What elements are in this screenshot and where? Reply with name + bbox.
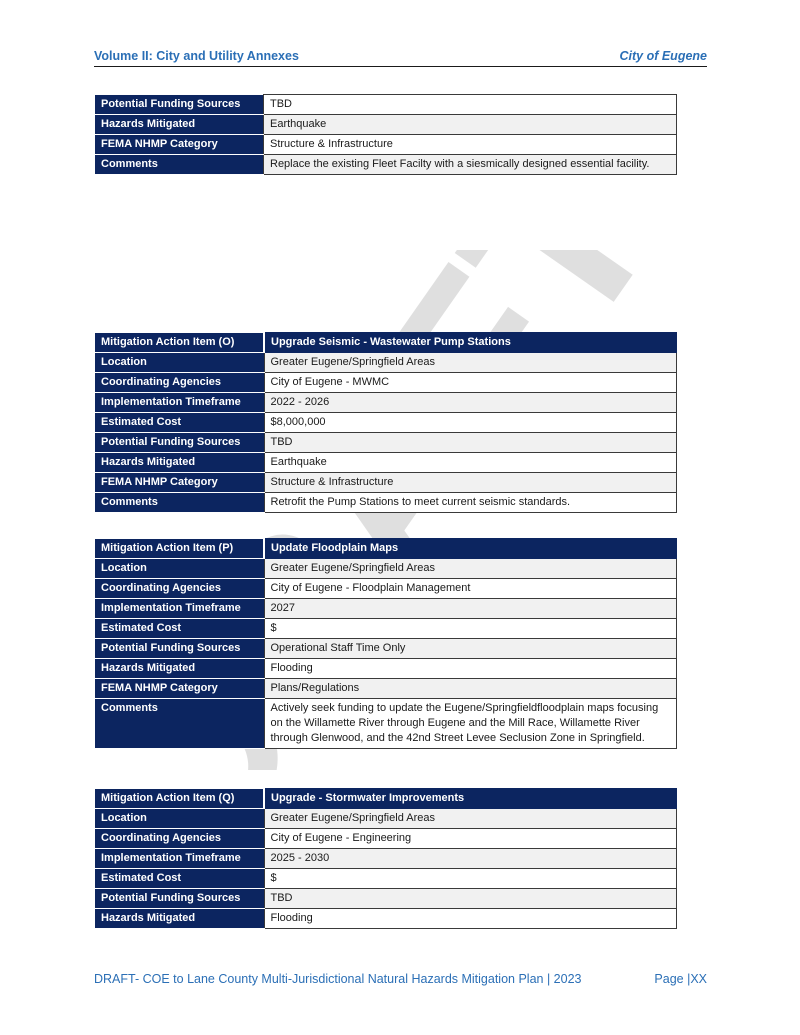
row-label: Hazards Mitigated [95, 453, 264, 473]
table-row [95, 95, 677, 115]
row-label: Coordinating Agencies [95, 829, 264, 849]
page-header [94, 48, 707, 67]
row-value: Operational Staff Time Only [264, 639, 677, 659]
row-label: FEMA NHMP Category [95, 135, 264, 155]
table-row [95, 473, 677, 493]
row-value: Flooding [264, 909, 677, 929]
row-value: Structure & Infrastructure [264, 473, 677, 493]
row-value: TBD [264, 95, 677, 115]
row-value: City of Eugene - MWMC [264, 373, 677, 393]
row-label: Estimated Cost [95, 413, 264, 433]
row-label: Implementation Timeframe [95, 393, 264, 413]
row-label: Implementation Timeframe [95, 849, 264, 869]
table-row [95, 135, 677, 155]
table-row [95, 539, 677, 559]
row-value: Plans/Regulations [264, 679, 677, 699]
row-value: Greater Eugene/Springfield Areas [264, 353, 677, 373]
row-value: Upgrade - Stormwater Improvements [264, 789, 677, 809]
table-row [95, 453, 677, 473]
table-row [95, 433, 677, 453]
row-value: Greater Eugene/Springfield Areas [264, 559, 677, 579]
table-row [95, 829, 677, 849]
table-row [95, 373, 677, 393]
row-label: Location [95, 559, 264, 579]
row-value: 2022 - 2026 [264, 393, 677, 413]
row-label: Potential Funding Sources [95, 639, 264, 659]
row-label: Location [95, 353, 264, 373]
row-value: Earthquake [264, 453, 677, 473]
row-value: Retrofit the Pump Stations to meet current seismic standards. [264, 493, 677, 513]
footer-plan-title: DRAFT- COE to Lane County Multi-Jurisdictional Natural Hazards Mitigation Plan | 2023 [94, 972, 582, 986]
row-label: Hazards Mitigated [95, 659, 264, 679]
table-row [95, 699, 677, 749]
row-value: $ [264, 619, 677, 639]
row-label: Coordinating Agencies [95, 579, 264, 599]
row-label: Estimated Cost [95, 619, 264, 639]
row-value: City of Eugene - Engineering [264, 829, 677, 849]
row-label: Mitigation Action Item (Q) [95, 789, 264, 809]
row-value: Earthquake [264, 115, 677, 135]
row-value: TBD [264, 433, 677, 453]
row-value: $ [264, 869, 677, 889]
row-label: FEMA NHMP Category [95, 473, 264, 493]
row-value: 2027 [264, 599, 677, 619]
header-volume-title: Volume II: City and Utility Annexes [94, 49, 299, 63]
row-value: Flooding [264, 659, 677, 679]
table-row [95, 599, 677, 619]
table-row [95, 789, 677, 809]
action-table-q [95, 788, 677, 929]
table-row [95, 353, 677, 373]
action-table-o [95, 332, 677, 513]
table-row [95, 413, 677, 433]
table-row [95, 333, 677, 353]
header-city-name: City of Eugene [619, 49, 707, 63]
table-row [95, 639, 677, 659]
row-label: Potential Funding Sources [95, 433, 264, 453]
row-label: Location [95, 809, 264, 829]
row-label: Comments [95, 155, 264, 175]
row-label: Comments [95, 493, 264, 513]
row-label: Hazards Mitigated [95, 909, 264, 929]
row-value: Upgrade Seismic - Wastewater Pump Stations [264, 333, 677, 353]
row-label: Comments [95, 699, 264, 749]
table-row [95, 869, 677, 889]
row-value: City of Eugene - Floodplain Management [264, 579, 677, 599]
footer-page-number: Page |XX [654, 972, 707, 986]
table-row [95, 679, 677, 699]
table-row [95, 659, 677, 679]
action-table-p [95, 538, 677, 749]
table-row [95, 493, 677, 513]
row-label: Estimated Cost [95, 869, 264, 889]
table-row [95, 909, 677, 929]
row-value: $8,000,000 [264, 413, 677, 433]
row-value: Replace the existing Fleet Facilty with a siesmically designed essential facility. [264, 155, 677, 175]
table-row [95, 849, 677, 869]
row-value: TBD [264, 889, 677, 909]
row-value: Greater Eugene/Springfield Areas [264, 809, 677, 829]
table-row [95, 619, 677, 639]
row-value: 2025 - 2030 [264, 849, 677, 869]
table-row [95, 809, 677, 829]
row-value: Update Floodplain Maps [264, 539, 677, 559]
table-row [95, 393, 677, 413]
table-row [95, 559, 677, 579]
row-label: Mitigation Action Item (P) [95, 539, 264, 559]
row-label: Potential Funding Sources [95, 95, 264, 115]
table-row [95, 155, 677, 175]
table-row [95, 115, 677, 135]
table-row [95, 579, 677, 599]
row-label: Mitigation Action Item (O) [95, 333, 264, 353]
row-label: Coordinating Agencies [95, 373, 264, 393]
row-label: FEMA NHMP Category [95, 679, 264, 699]
row-label: Potential Funding Sources [95, 889, 264, 909]
row-value: Actively seek funding to update the Eugene/Springfieldfloodplain maps focusing on the Willamette River through Eugene and the Mill Race, Willamette River through Glenwood, and the 42nd Street Levee Seclusion Zone in Springfield. [264, 699, 677, 749]
action-table-n-continued [95, 94, 677, 175]
row-label: Implementation Timeframe [95, 599, 264, 619]
table-row [95, 889, 677, 909]
row-value: Structure & Infrastructure [264, 135, 677, 155]
row-label: Hazards Mitigated [95, 115, 264, 135]
